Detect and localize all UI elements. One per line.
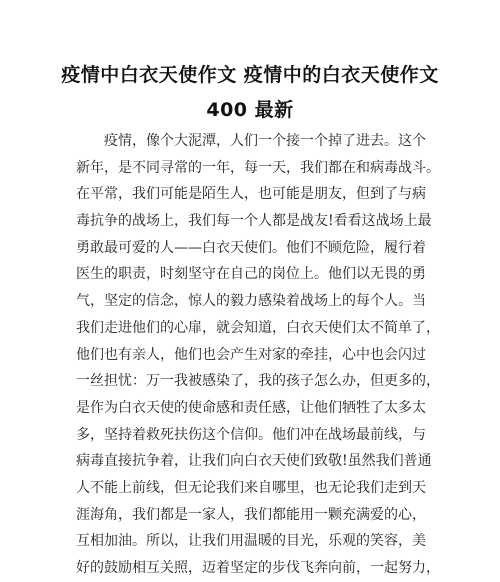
- body-line: 病毒直接抗争着，让我们向白衣天使们致敬!虽然我们普通: [76, 453, 432, 470]
- body-line: 毒抗争的战场上，我们每一个人都是战友!看看这战场上最: [76, 213, 432, 230]
- body-line: 新年，是不同寻常的一年，每一天，我们都在和病毒战斗。: [76, 159, 440, 176]
- body-line: 在平常，我们可能是陌生人，也可能是朋友，但到了与病: [76, 186, 426, 203]
- body-line: 医生的职责，时刻坚守在自己的岗位上。他们以无畏的勇: [76, 266, 426, 283]
- body-line: 涯海角，我们都是一家人，我们都能用一颗充满爱的心，: [76, 506, 426, 523]
- document-title-line-2: 400 最新: [206, 99, 294, 121]
- body-line: 气，坚定的信念，惊人的毅力感染着战场上的每个人。当: [76, 293, 426, 310]
- body-line: 是作为白衣天使的使命感和责任感，让他们牺牲了太多太: [76, 399, 426, 416]
- body-line: 勇敢最可爱的人——白衣天使们。他们不顾危险，履行着: [76, 239, 426, 256]
- body-line: 一丝担忧：万一我被感染了，我的孩子怎么办，但更多的，: [76, 373, 440, 390]
- body-line: 疫情，像个大泥潭，人们一个接一个掉了进去。这个: [104, 133, 426, 149]
- body-line: 他们也有亲人，他们也会产生对家的牵挂，心中也会闪过: [76, 346, 426, 363]
- document-body: [76, 128, 440, 582]
- document-title-line-1: 疫情中白衣天使作文 疫情中的白衣天使作文: [61, 64, 439, 86]
- body-line: 我们走进他们的心扉，就会知道，白衣天使们太不简单了，: [76, 319, 440, 336]
- body-line: 好的鼓励相互关照，迈着坚定的步伐飞奔向前，一起努力，: [76, 560, 440, 576]
- body-line: 人不能上前线，但无论我们来自哪里，也无论我们走到天: [76, 479, 426, 496]
- body-line: 互相加油。所以，让我们用温暖的目光，乐观的笑容，美: [76, 533, 426, 550]
- body-line: 多，坚持着救死扶伤这个信仰。他们冲在战场最前线，与: [76, 426, 426, 443]
